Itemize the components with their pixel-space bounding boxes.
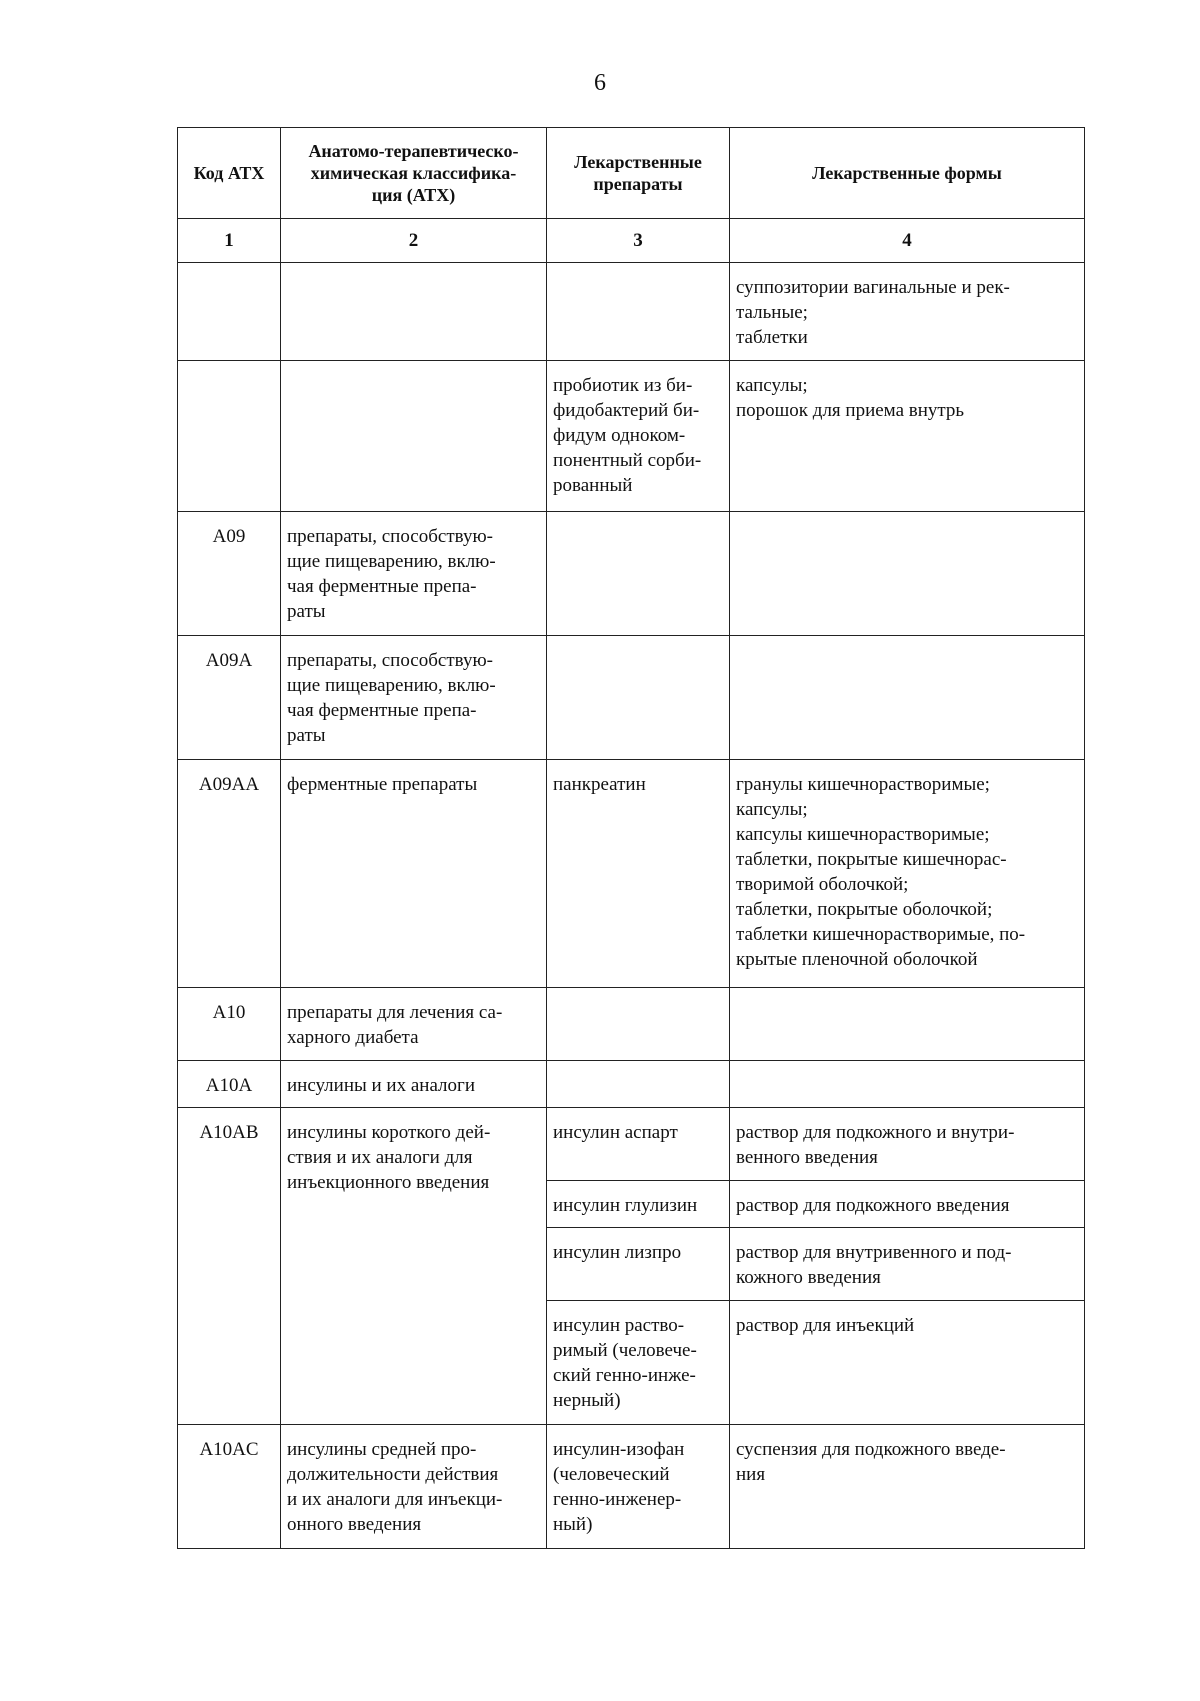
forms-cell: [730, 988, 1085, 1061]
column-number: 2: [281, 219, 547, 263]
classification-cell: препараты для лечения са- харного диабета: [281, 988, 547, 1061]
drug-cell: инсулин лизпро: [547, 1228, 730, 1301]
forms-cell: раствор для инъекций: [730, 1301, 1085, 1425]
drug-cell: пробиотик из би- фидобактерий би- фидум одноком- понентный сорби- рованный: [547, 361, 730, 512]
table-row: [178, 760, 1085, 988]
forms-cell: суппозитории вагинальные и рек- тальные; таблетки: [730, 263, 1085, 361]
classification-cell: препараты, способствую- щие пищеварению, вклю- чая ферментные препа- раты: [281, 512, 547, 636]
forms-cell: [730, 1061, 1085, 1108]
atc-code-cell: A09A: [178, 636, 281, 760]
classification-cell: ферментные препараты: [281, 760, 547, 988]
header-drugs: Лекарственные препараты: [547, 128, 730, 219]
drug-cell: [547, 512, 730, 636]
forms-cell: капсулы; порошок для приема внутрь: [730, 361, 1085, 512]
table-row: [178, 512, 1085, 636]
column-number: 1: [178, 219, 281, 263]
forms-cell: суспензия для подкожного введе- ния: [730, 1425, 1085, 1549]
table-row: [178, 988, 1085, 1061]
table-row: [178, 361, 1085, 512]
atc-code-cell: A10: [178, 988, 281, 1061]
atc-code-cell: A10A: [178, 1061, 281, 1108]
classification-cell: инсулины средней про- должительности действия и их аналоги для инъекци- онного введения: [281, 1425, 547, 1549]
forms-cell: [730, 636, 1085, 760]
atc-code-cell: A10AC: [178, 1425, 281, 1549]
drug-cell: инсулин раство- римый (человече- ский генно-инже- нерный): [547, 1301, 730, 1425]
drug-cell: [547, 636, 730, 760]
header-dosage-forms: Лекарственные формы: [730, 128, 1085, 219]
drug-cell: [547, 1061, 730, 1108]
drug-cell: [547, 988, 730, 1061]
page-number: 6: [594, 70, 606, 96]
table-row: [178, 1425, 1085, 1549]
atc-drug-table: [177, 127, 1085, 1549]
header-classification: Анатомо-терапевтическо- химическая классифика- ция (АТХ): [281, 128, 547, 219]
table-header-row: [178, 128, 1085, 219]
drug-cell: инсулин глулизин: [547, 1181, 730, 1228]
classification-cell: инсулины короткого дей- ствия и их аналоги для инъекционного введения: [281, 1108, 547, 1425]
atc-code-cell: A10AB: [178, 1108, 281, 1425]
forms-cell: гранулы кишечнорастворимые; капсулы; капсулы кишечнорастворимые; таблетки, покрытые кишечнорас- творимой оболочкой; таблетки, покрытые оболочкой; таблетки кишечнорастворимые, по- крытые пленочной оболочкой: [730, 760, 1085, 988]
drug-cell: панкреатин: [547, 760, 730, 988]
classification-cell: инсулины и их аналоги: [281, 1061, 547, 1108]
table-row: [178, 1061, 1085, 1108]
drug-cell: инсулин аспарт: [547, 1108, 730, 1181]
forms-cell: [730, 512, 1085, 636]
drug-cell: [547, 263, 730, 361]
column-number: 3: [547, 219, 730, 263]
header-atc-code: Код АТХ: [178, 128, 281, 219]
atc-code-cell: A09: [178, 512, 281, 636]
classification-cell: [281, 361, 547, 512]
drug-cell: инсулин-изофан (человеческий генно-инженер- ный): [547, 1425, 730, 1549]
atc-code-cell: [178, 263, 281, 361]
atc-code-cell: [178, 361, 281, 512]
atc-code-cell: A09AA: [178, 760, 281, 988]
classification-cell: препараты, способствую- щие пищеварению, вклю- чая ферментные препа- раты: [281, 636, 547, 760]
table-row: [178, 263, 1085, 361]
forms-cell: раствор для подкожного введения: [730, 1181, 1085, 1228]
column-number: 4: [730, 219, 1085, 263]
forms-cell: раствор для внутривенного и под- кожного введения: [730, 1228, 1085, 1301]
table-row: [178, 1108, 1085, 1181]
classification-cell: [281, 263, 547, 361]
table-row: [178, 636, 1085, 760]
column-number-row: [178, 219, 1085, 263]
forms-cell: раствор для подкожного и внутри- венного введения: [730, 1108, 1085, 1181]
